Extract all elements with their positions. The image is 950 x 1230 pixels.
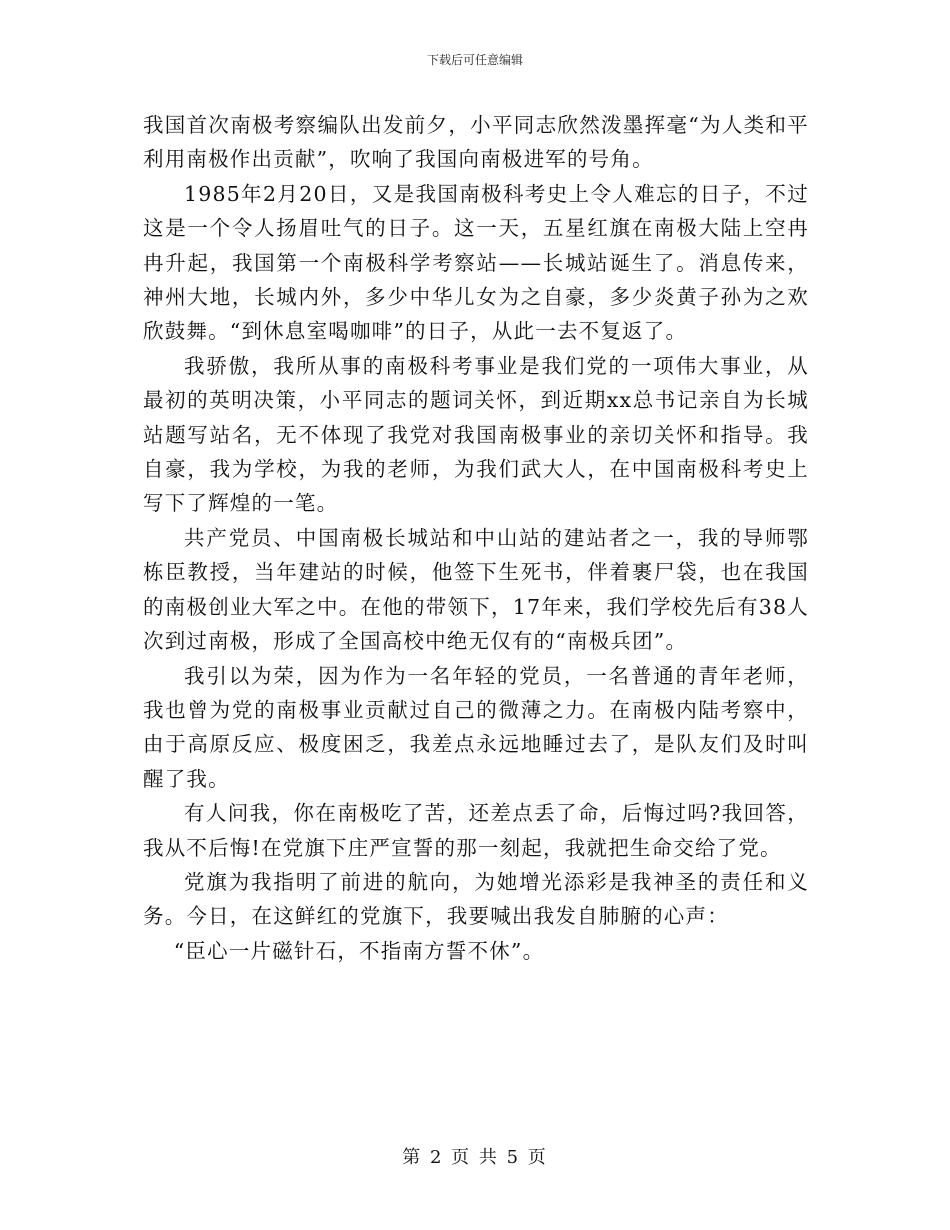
paragraph-7: 党旗为我指明了前进的航向，为她增光添彩是我神圣的责任和义务。今日，在这鲜红的党旗下，我要喊出我发自肺腑的心声： (143, 869, 809, 929)
page-number-footer: 第 2 页 共 5 页 (402, 1147, 548, 1168)
paragraph-6: 有人问我，你在南极吃了苦，还差点丢了命，后悔过吗?我回答，我从不后悔!在党旗下庄严宣誓的那一刻起，我就把生命交给了党。 (143, 801, 809, 860)
paragraph-2: 1985年2月20日，又是我国南极科考史上令人难忘的日子，不过这是一个令人扬眉吐气的日子。这一天，五星红旗在南极大陆上空冉冉升起，我国第一个南极科学考察站——长城站诞生了。消息传来，神州大地，长城内外，多少中华儿女为之自豪，多少炎黄子孙为之欢欣鼓舞。“到休息室喝咖啡”的日子，从此一去不复返了。 (143, 181, 809, 344)
paragraph-3: 我骄傲，我所从事的南极科考事业是我们党的一项伟大事业，从最初的英明决策，小平同志的题词关怀，到近期xx总书记亲自为长城站题写站名，无不体现了我党对我国南极事业的亲切关怀和指导。我自豪，我为学校，为我的老师，为我们武大人，在中国南极科考史上写下了辉煌的一笔。 (143, 353, 809, 516)
paragraph-1: 我国首次南极考察编队出发前夕，小平同志欣然泼墨挥毫“为人类和平利用南极作出贡献”，吹响了我国向南极进军的号角。 (143, 113, 809, 172)
document-body (143, 108, 809, 968)
closing-quote: “臣心一片磁针石，不指南方誓不休”。 (173, 938, 545, 963)
page-header: 下载后可任意编辑 (426, 53, 523, 67)
paragraph-4: 共产党员、中国南极长城站和中山站的建站者之一，我的导师鄂栋臣教授，当年建站的时候，他签下生死书，伴着裹尸袋，也在我国的南极创业大军之中。在他的带领下，17年来，我们学校先后有38人次到过南极，形成了全国高校中绝无仅有的“南极兵团”。 (143, 525, 809, 654)
paragraph-5: 我引以为荣，因为作为一名年轻的党员，一名普通的青年老师，我也曾为党的南极事业贡献过自己的微薄之力。在南极内陆考察中，由于高原反应、极度困乏，我差点永远地睡过去了，是队友们及时叫醒了我。 (143, 663, 809, 791)
